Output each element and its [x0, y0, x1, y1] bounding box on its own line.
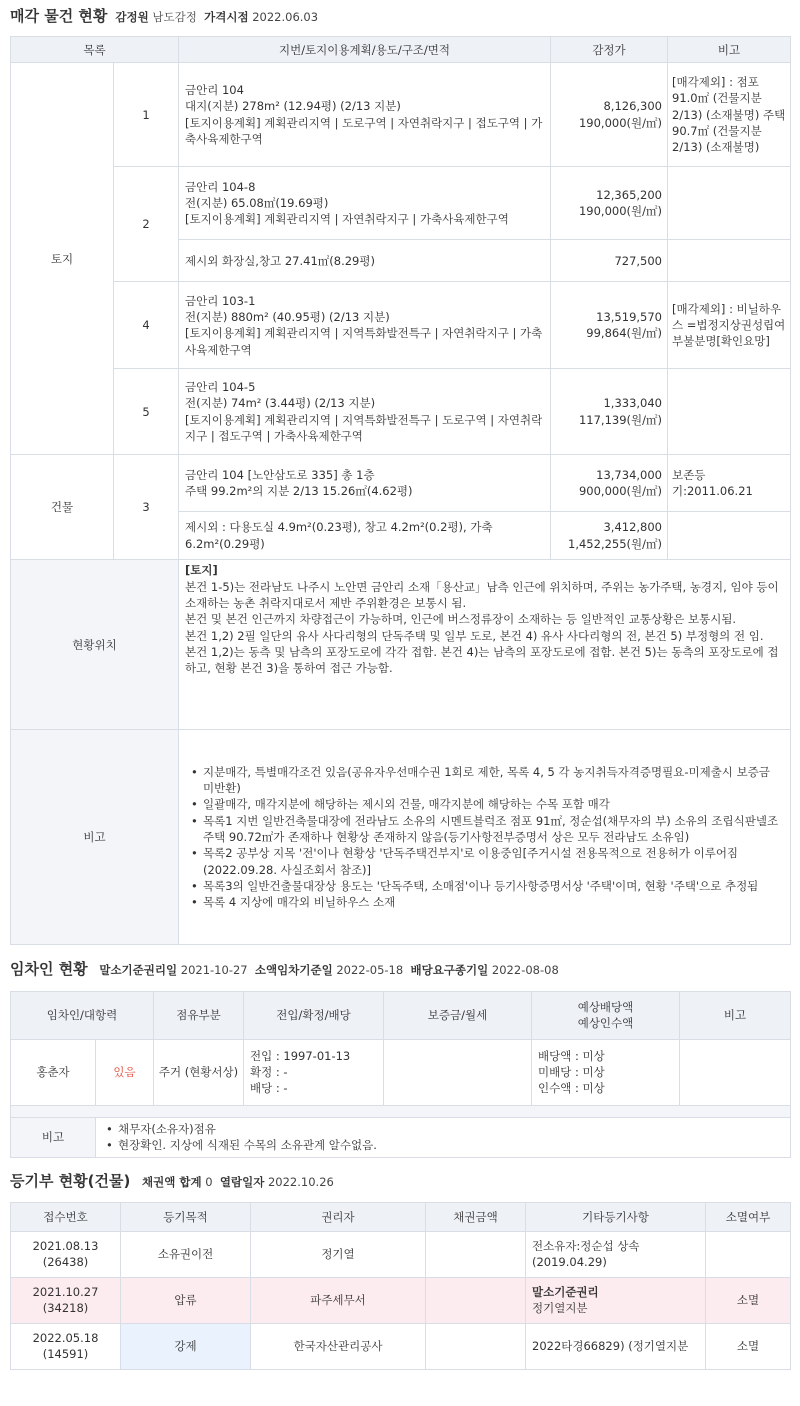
view-date-label: 열람일자 — [219, 1174, 265, 1189]
sale-item-row — [11, 63, 791, 167]
registry-holder: 정기열 — [251, 1231, 426, 1277]
unit-price: 1,452,255(원/㎡) — [568, 536, 662, 551]
item-note: [매각제외] : 비닐하우스 =법정지상권성립여부불분명[확인요망] — [668, 282, 791, 369]
col-header-receipt-no: 접수번호 — [11, 1202, 121, 1231]
remark-item: • 목록 4 지상에 매각외 비닐하우스 소재 — [191, 894, 782, 910]
appraisal-price: 1,333,040 — [603, 396, 662, 411]
col-header-expected-dividend: 예상배당액 — [577, 999, 634, 1014]
section-header-registry — [10, 1171, 790, 1192]
dividend-deadline-value: 2022-08-08 — [491, 963, 559, 978]
registry-etc-text: 정기열지분 — [532, 1301, 588, 1316]
sale-item-row — [11, 282, 791, 369]
unit-price: 190,000(원/㎡) — [578, 204, 662, 219]
small-lease-value: 2022-05-18 — [336, 963, 404, 978]
item-description — [179, 369, 551, 455]
item-desc-line: [토지이용계획] 계획관리지역 | 지역특화발전특구 | 자연취락지구 | 가축사육제한구역 — [185, 326, 543, 357]
unit-price: 190,000(원/㎡) — [578, 115, 662, 130]
registry-etc-text: 2022타경66829) (정기열지분 — [532, 1339, 689, 1354]
registry-purpose: 압류 — [121, 1277, 251, 1323]
location-line: 본건 1-5)는 전라남도 나주시 노안면 금안리 소재「용산교」남측 인근에 위치하며, 주위는 농가주택, 농경지, 임야 등이 소재하는 농촌 취락지대로서 제반 주위환경은 보통시 됨. — [185, 579, 779, 610]
land-label: 토지 — [11, 63, 114, 455]
item-desc-line: 제시외 화장실,창고 27.41㎡(8.29평) — [185, 253, 375, 268]
location-label: 현황위치 — [11, 560, 179, 730]
col-header-etc: 기타등기사항 — [526, 1202, 706, 1231]
sale-item-row — [11, 369, 791, 455]
appraisal-price: 13,734,000 — [596, 467, 662, 482]
cancel-base-value: 2021-10-27 — [180, 963, 248, 978]
location-line: 본건 및 본건 인근까지 차량접근이 가능하며, 인근에 버스정류장이 소재하는 등 일반적인 교통상황은 보통시됨. — [185, 612, 737, 627]
remark-item: • 목록1 지번 일반건축물대장에 전라남도 소유의 시멘트블럭조 점포 91㎡, 정순섭(채무자의 부) 소유의 조립식판넬조 주택 90.72㎡가 존재하나 현황상 존재하지 않음(등기사항전부증명서 상은 모두 전라남도 소유임) — [191, 813, 782, 846]
item-price — [551, 167, 668, 240]
tenant-name: 홍춘자 — [11, 1039, 96, 1105]
registry-amount — [426, 1231, 526, 1277]
item-note — [668, 240, 791, 282]
remark-item: • 목록3의 일반건출물대장상 용도는 '단독주택, 소매점'이나 등기사항증명서상 '주택'이며, 현황 '주택'으로 추정됨 — [191, 878, 782, 894]
unit-price: 117,139(원/㎡) — [578, 412, 662, 427]
item-desc-line: 전(지분) 880m² (40.95평) (2/13 지분) — [185, 309, 390, 324]
registry-etc-text: 전소유자:정순섭 상속(2019.04.29) — [532, 1239, 640, 1270]
section-title: 임차인 현황 — [10, 960, 88, 979]
item-description — [179, 63, 551, 167]
col-header-price: 감정가 — [551, 37, 668, 63]
view-date-value: 2022.10.26 — [267, 1174, 334, 1189]
section-header-sale — [10, 6, 790, 27]
item-note: 보존등기:2011.06.21 — [668, 455, 791, 512]
tenant-table — [10, 991, 791, 1158]
item-description — [179, 240, 551, 282]
item-desc-line: 주택 99.2m²의 지분 2/13 15.26㎡(4.62평) — [185, 484, 413, 499]
col-header-expected-takeover: 예상인수액 — [577, 1016, 634, 1031]
building-label: 건물 — [11, 455, 114, 560]
tenant-dates: 전입 : 1997-01-13 확정 : - 배당 : - — [244, 1039, 384, 1105]
col-header-tenant: 임차인/대항력 — [11, 991, 154, 1039]
price-date-label: 가격시점 — [204, 10, 249, 24]
item-price — [551, 512, 668, 560]
item-desc-line: 전(지분) 65.08㎡(19.69평) — [185, 196, 329, 211]
registry-row — [11, 1231, 791, 1277]
item-description — [179, 167, 551, 240]
registry-row — [11, 1277, 791, 1323]
small-lease-label: 소액임차기준일 — [254, 963, 333, 978]
claim-total-value: 0 — [205, 1174, 213, 1189]
section-title: 등기부 현황(건물) — [10, 1171, 131, 1190]
appraisal-price: 8,126,300 — [603, 99, 662, 114]
sale-item-row — [11, 167, 791, 240]
appraisal-price: 13,519,570 — [596, 309, 662, 324]
item-number: 2 — [114, 167, 179, 282]
registry-amount — [426, 1277, 526, 1323]
unit-price: 99,864(원/㎡) — [586, 326, 662, 341]
item-number: 5 — [114, 369, 179, 455]
registry-extinction: 소멸 — [706, 1323, 791, 1369]
registry-etc — [526, 1231, 706, 1277]
remarks-label: 비고 — [11, 730, 179, 945]
tenant-expected: 배당액 : 미상 미배당 : 미상 인수액 : 미상 — [532, 1039, 680, 1105]
col-header-extinction: 소멸여부 — [706, 1202, 791, 1231]
registry-etc-bold: 말소기준권리 — [532, 1285, 599, 1300]
item-desc-line: 금안리 104 [노안삼도로 335] 총 1층 — [185, 467, 375, 482]
item-desc-line: 대지(지분) 278m² (12.94평) (2/13 지분) — [185, 99, 401, 114]
col-header-deposit: 보증금/월세 — [384, 991, 532, 1039]
cancel-base-label: 말소기준권리일 — [99, 963, 178, 978]
sale-items-table — [10, 36, 791, 945]
remarks-cell — [179, 730, 791, 945]
col-header-dates: 전입/확정/배당 — [244, 991, 384, 1039]
item-desc-line: [토지이용계획] 계획관리지역 | 자연취락지구 | 가축사육제한구역 — [185, 212, 509, 227]
col-header-parcel: 지번/토지이용계획/용도/구조/면적 — [179, 37, 551, 63]
section-header-tenant — [10, 959, 790, 980]
item-note — [668, 369, 791, 455]
registry-extinction — [706, 1231, 791, 1277]
item-description — [179, 455, 551, 512]
item-price — [551, 369, 668, 455]
remark-item: • 현장확인. 지상에 식재된 수목의 소유관계 알수없음. — [106, 1137, 780, 1153]
tenant-opposing-power: 있음 — [96, 1039, 154, 1105]
receipt-number: 2022.05.18 (14591) — [11, 1323, 121, 1369]
item-desc-line: 금안리 103-1 — [185, 293, 256, 308]
item-desc-line: 제시외 : 다용도실 4.9m²(0.23평), 창고 4.2m²(0.2평), 가축 6.2m²(0.29평) — [185, 520, 493, 551]
col-header-note: 비고 — [668, 37, 791, 63]
tenant-note — [680, 1039, 791, 1105]
location-heading: [토지] — [185, 563, 218, 578]
appraiser-value: 남도감정 — [152, 10, 197, 24]
item-price — [551, 282, 668, 369]
col-header-holder: 권리자 — [251, 1202, 426, 1231]
item-price — [551, 63, 668, 167]
remark-item: • 목록2 공부상 지목 '전'이나 현황상 '단독주택건부지'로 이용중임[주거시설 전용목적으로 전용허가 이루어짐(2022.09.28. 사실조회서 참조)] — [191, 845, 782, 878]
claim-total-label: 채권액 합계 — [142, 1174, 202, 1189]
appraisal-price: 3,412,800 — [603, 520, 662, 535]
remark-item: • 일괄매각, 매각지분에 해당하는 제시외 건물, 매각지분에 해당하는 수목 포함 매각 — [191, 796, 782, 812]
appraisal-price: 12,365,200 — [596, 187, 662, 202]
registry-etc — [526, 1277, 706, 1323]
remark-item: • 지분매각, 특별매각조건 있음(공유자우선매수권 1회로 제한, 목록 4, 5 각 농지취득자격증명필요-미제출시 보증금 미반환) — [191, 764, 782, 797]
col-header-note: 비고 — [680, 991, 791, 1039]
item-number: 3 — [114, 455, 179, 560]
location-line: 본건 1,2)는 동측 및 남측의 포장도로에 각각 접함. 본건 4)는 남측의 포장도로에 접함. 본건 5)는 동측의 포장도로에 접하고, 현황 본건 3)을 통하여 접근 가능함. — [185, 644, 779, 676]
appraisal-price: 727,500 — [614, 253, 662, 268]
item-desc-line: 전(지분) 74m² (3.44평) (2/13 지분) — [185, 396, 376, 411]
registry-purpose: 강제 — [121, 1323, 251, 1369]
item-description — [179, 282, 551, 369]
registry-etc — [526, 1323, 706, 1369]
item-note — [668, 512, 791, 560]
registry-extinction: 소멸 — [706, 1277, 791, 1323]
tenant-row — [11, 1039, 791, 1105]
item-number: 1 — [114, 63, 179, 167]
item-note: [매각제외] : 점포 91.0㎡ (건물지분 2/13) (소재불명) 주택 90.7㎡ (건물지분 2/13) (소재불명) — [668, 63, 791, 167]
registry-amount — [426, 1323, 526, 1369]
registry-row — [11, 1323, 791, 1369]
appraiser-label: 감정원 — [115, 10, 149, 24]
tenant-remarks-cell — [96, 1117, 791, 1157]
tenant-deposit — [384, 1039, 532, 1105]
item-number: 4 — [114, 282, 179, 369]
tenant-occupancy: 주거 (현황서상) — [154, 1039, 244, 1105]
col-header-occupancy: 점유부분 — [154, 991, 244, 1039]
registry-holder: 파주세무서 — [251, 1277, 426, 1323]
price-date-value: 2022.06.03 — [252, 10, 319, 24]
col-header-purpose: 등기목적 — [121, 1202, 251, 1231]
receipt-number: 2021.10.27 (34218) — [11, 1277, 121, 1323]
tenant-remarks-label: 비고 — [11, 1117, 96, 1157]
section-title: 매각 물건 현황 — [10, 7, 108, 25]
item-price — [551, 240, 668, 282]
registry-table — [10, 1202, 791, 1370]
location-cell — [179, 560, 791, 730]
item-desc-line: 금안리 104-5 — [185, 380, 256, 395]
registry-holder: 한국자산관리공사 — [251, 1323, 426, 1369]
item-desc-line: [토지이용계획] 계획관리지역 | 지역특화발전특구 | 도로구역 | 자연취락지구 | 접도구역 | 가축사육제한구역 — [185, 412, 543, 444]
item-description — [179, 512, 551, 560]
receipt-number: 2021.08.13 (26438) — [11, 1231, 121, 1277]
col-header-amount: 채권금액 — [426, 1202, 526, 1231]
remark-item: • 채무자(소유자)점유 — [106, 1121, 780, 1137]
item-desc-line: [토지이용계획] 계획관리지역 | 도로구역 | 자연취락지구 | 접도구역 | 가축사육제한구역 — [185, 115, 543, 147]
item-desc-line: 금안리 104 — [185, 83, 244, 98]
item-price — [551, 455, 668, 512]
sale-item-row — [11, 455, 791, 512]
registry-purpose: 소유권이전 — [121, 1231, 251, 1277]
location-line: 본건 1,2) 2필 일단의 유사 사다리형의 단독주택 및 일부 도로, 본건 4) 유사 사다리형의 전, 본건 5) 부정형의 전 임. — [185, 628, 764, 643]
col-header-list: 목록 — [11, 37, 179, 63]
unit-price: 900,000(원/㎡) — [578, 484, 662, 499]
dividend-deadline-label: 배당요구종기일 — [410, 963, 489, 978]
item-note — [668, 167, 791, 240]
item-desc-line: 금안리 104-8 — [185, 179, 256, 194]
